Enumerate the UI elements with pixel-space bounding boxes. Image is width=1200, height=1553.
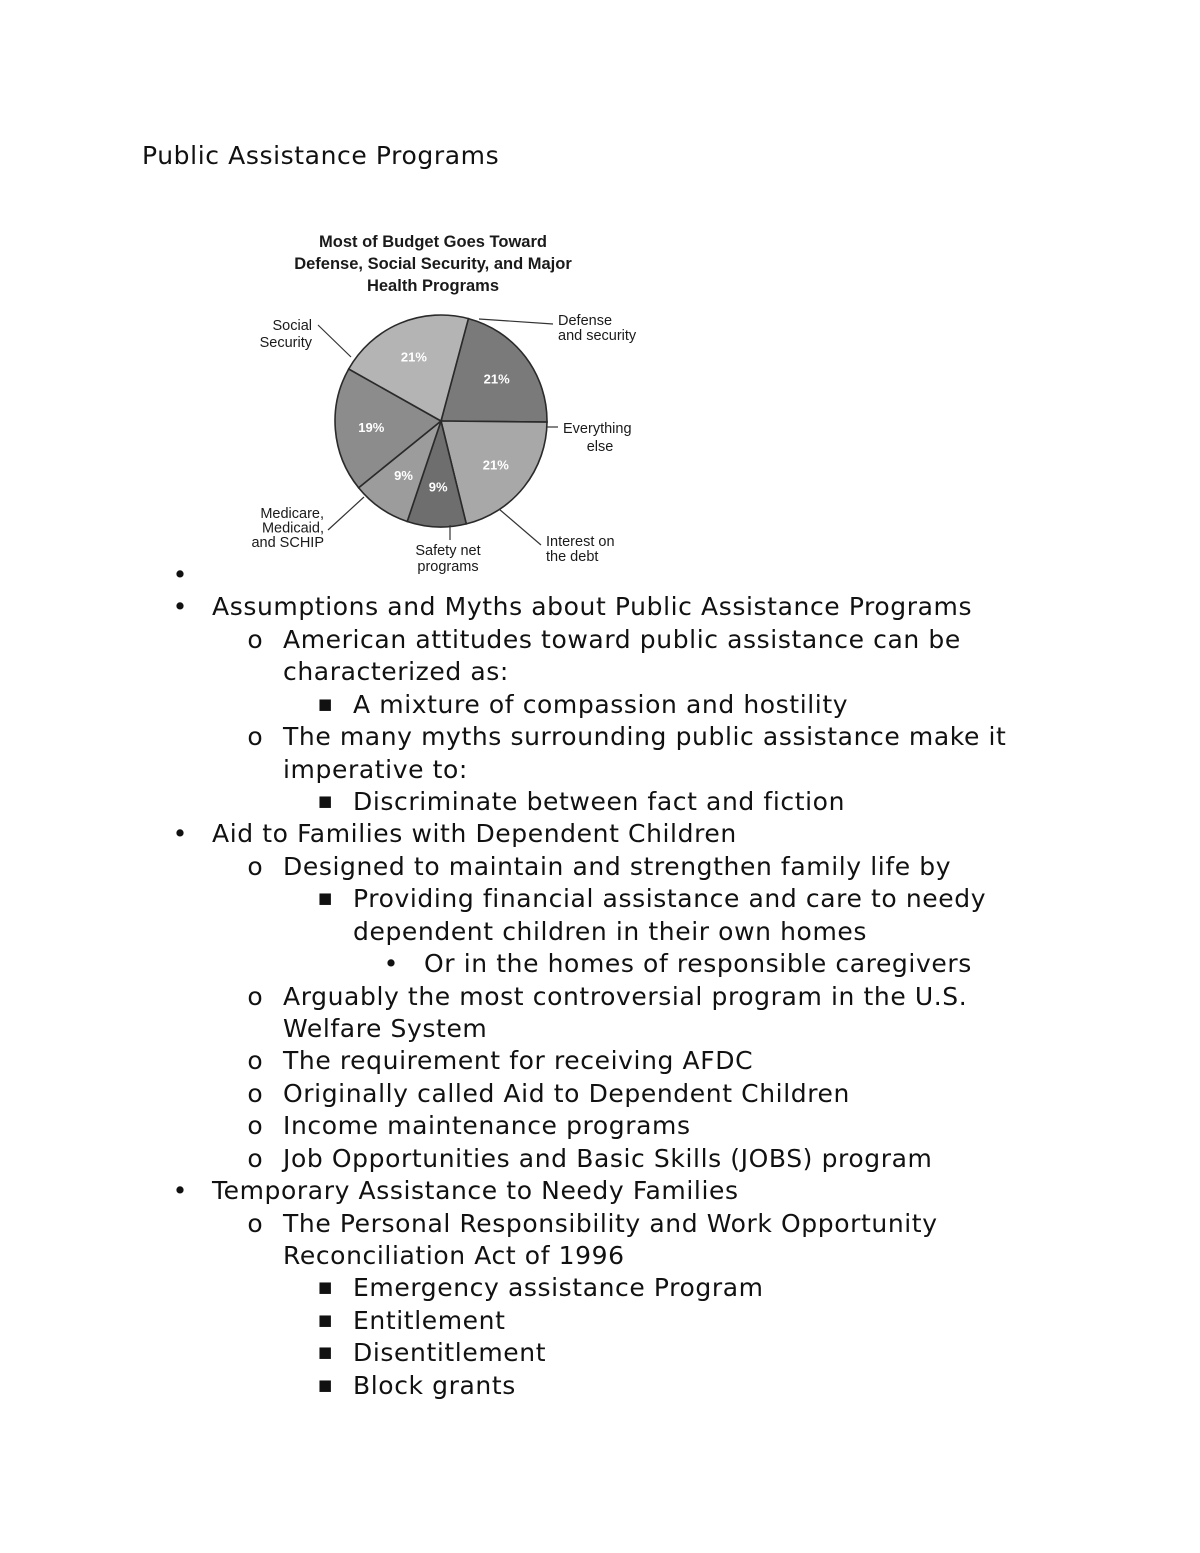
- leader-line: [318, 325, 351, 357]
- list-item-level-1: Assumptions and Myths about Public Assistance Programs: [212, 592, 973, 622]
- leader-line: [328, 497, 364, 530]
- list-item-level-3: A mixture of compassion and hostility: [353, 689, 849, 719]
- page-title: Public Assistance Programs: [142, 141, 500, 170]
- list-item-level-3: Block grants: [353, 1370, 516, 1400]
- pie-value-label: 21%: [483, 371, 510, 387]
- list-item-level-2: The requirement for receiving AFDC: [283, 1046, 754, 1076]
- pie-category-label: Interest on the debt: [546, 534, 615, 565]
- pie-value-label: 19%: [358, 419, 385, 435]
- list-marker-level-3: ■: [318, 1278, 333, 1297]
- list-item-level-1: Temporary Assistance to Needy Families: [212, 1176, 739, 1206]
- list-item-level-3: Disentitlement: [353, 1338, 547, 1368]
- list-marker-level-2: o: [247, 1046, 263, 1076]
- budget-pie-chart: [236, 222, 656, 578]
- list-marker-level-2: o: [247, 1208, 263, 1238]
- pie-category-label: Safety net programs: [415, 543, 481, 575]
- list-item-continuation: Reconciliation Act of 1996: [283, 1241, 625, 1271]
- chart-title-line: Health Programs: [366, 277, 500, 295]
- list-item-level-2: Job Opportunities and Basic Skills (JOBS) program: [283, 1143, 933, 1173]
- list-marker-level-2: o: [247, 851, 263, 881]
- list-marker-level-2: o: [247, 1143, 263, 1173]
- list-marker-level-4: •: [383, 949, 399, 979]
- list-item-level-2: American attitudes toward public assistance can be: [283, 624, 961, 654]
- list-marker-level-2: o: [247, 1111, 263, 1141]
- pie-value-label: 21%: [482, 457, 509, 473]
- list-marker-level-2: o: [247, 1078, 263, 1108]
- list-marker-level-1: •: [172, 819, 188, 849]
- list-marker-level-3: ■: [318, 694, 333, 713]
- list-item-continuation: characterized as:: [283, 657, 509, 687]
- pie-value-label: 9%: [394, 468, 413, 483]
- list-marker-level-3: ■: [318, 792, 333, 810]
- list-marker-level-1: •: [172, 1176, 188, 1206]
- list-item-level-3: Entitlement: [353, 1305, 506, 1335]
- list-item-level-2: The many myths surrounding public assistance make it: [283, 722, 1007, 752]
- list-item-level-3: Discriminate between fact and fiction: [353, 787, 846, 816]
- list-item-level-3: Providing financial assistance and care to needy: [353, 884, 987, 914]
- list-marker-level-2: o: [247, 981, 263, 1011]
- list-marker-level-1: •: [172, 560, 188, 589]
- list-marker-level-3: ■: [318, 1375, 333, 1394]
- list-item-level-4: Or in the homes of responsible caregivers: [424, 949, 972, 979]
- list-marker-level-1: •: [172, 592, 188, 622]
- chart-title-line: Defense, Social Security, and Major: [294, 255, 572, 273]
- pie-value-label: 21%: [400, 349, 427, 365]
- pie-category-label: Social Security: [259, 318, 312, 351]
- list-item-level-2: Income maintenance programs: [283, 1111, 691, 1141]
- list-marker-level-3: ■: [318, 889, 333, 908]
- pie-category-label: Everything else: [563, 421, 632, 455]
- leader-line: [499, 509, 541, 545]
- pie-category-label: Medicare, Medicaid, and SCHIP: [251, 506, 324, 551]
- list-marker-level-2: o: [247, 722, 263, 752]
- list-marker-level-3: ■: [318, 1343, 333, 1362]
- list-item-continuation: Welfare System: [283, 1014, 488, 1044]
- list-item-level-2: Originally called Aid to Dependent Children: [283, 1078, 850, 1108]
- list-item-level-1: Aid to Families with Dependent Children: [212, 819, 737, 849]
- chart-title: [294, 233, 572, 295]
- leader-line: [479, 319, 553, 324]
- list-marker-level-3: ■: [318, 1310, 333, 1329]
- pie-value-label: 9%: [428, 479, 448, 495]
- list-item-continuation: dependent children in their own homes: [353, 916, 868, 946]
- pie-category-label: Defense and security: [558, 313, 637, 344]
- list-item-level-3: Emergency assistance Program: [353, 1273, 764, 1303]
- list-item-level-2: Designed to maintain and strengthen family life by: [283, 851, 952, 881]
- list-item-level-2: The Personal Responsibility and Work Opportunity: [283, 1208, 938, 1238]
- list-item-level-2: Arguably the most controversial program in the U.S.: [283, 981, 968, 1011]
- chart-title-line: Most of Budget Goes Toward: [319, 233, 547, 251]
- list-marker-level-2: o: [247, 624, 263, 654]
- list-item-continuation: imperative to:: [283, 754, 468, 784]
